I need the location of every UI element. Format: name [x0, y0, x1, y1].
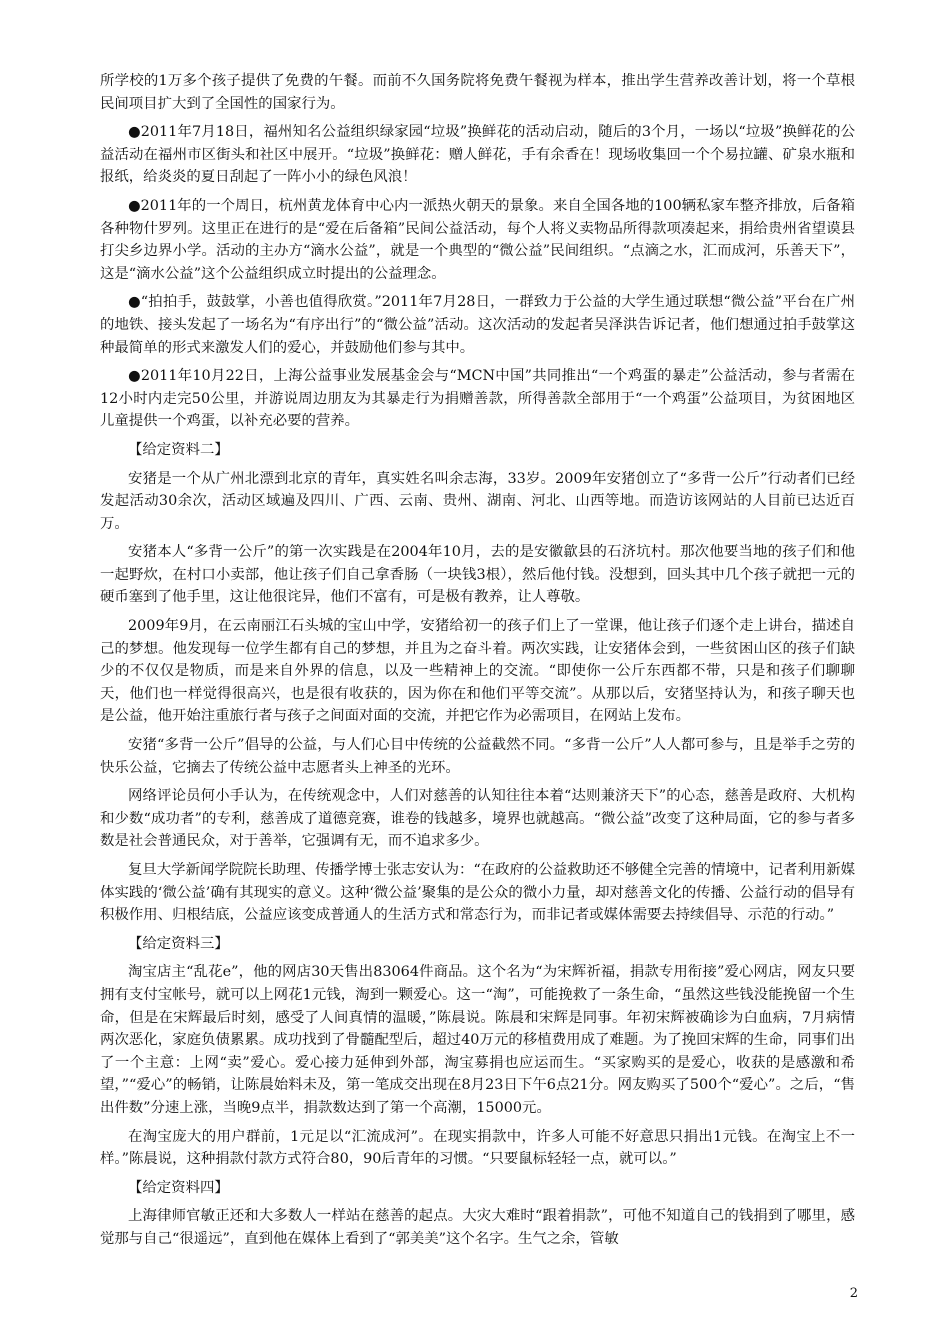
paragraph-zhang-zhian: 复旦大学新闻学院院长助理、传播学博士张志安认为：“在政府的公益救助还不够健全完善的情境中，记者利用新媒体实践的‘微公益’确有其现实的意义。这种‘微公益’聚集的是公众的微小力量，却对慈善文化的传播、公益行动的倡导有积极作用、归根结底，公益应该变成普通人的生活方式和常态行为，而非记者或媒体需要去持续倡导、示范的行动。”	[100, 862, 855, 924]
section-heading-material-3: 【给定资料三】	[128, 935, 229, 952]
paragraph-shanghai-egg: ●2011年10月22日，上海公益事业发展基金会与“MCN中国”共同推出“一个鸡蛋的暴走”公益活动，参与者需在12小时内走完50公里，并游说周边朋友为其暴走行为捐赠善款，所得善款全部用于“一个鸡蛋”公益项目，为贫困地区儿童提供一个鸡蛋，以补充必要的营养。	[100, 368, 855, 430]
page-number: 2	[849, 1286, 858, 1301]
paragraph-taobao-store: 淘宝店主“乱花e”，他的网店30天售出83064件商品。这个名为“为宋辉祈福，捐款专用衔接”爱心网店，网友只要拥有支付宝帐号，就可以上网花1元钱，淘到一颗爱心。这一“淘”，可能挽救了一条生命，“虽然这些钱没能挽留一个生命，但是在宋辉最后时刻，感受了人间真情的温暖，”陈晨说。陈晨和宋辉是同事。年初宋辉被确诊为白血病，7月病情两次恶化，家庭负债累累。成功找到了骨髓配型后，超过40万元的移植费用成了难题。为了挽回宋辉的生命，同事们出了一个主意：上网“卖”爱心。爱心接力延伸到外部，淘宝募捐也应运而生。“买家购买的是爱心，收获的是感激和希望，”“爱心”的畅销，让陈晨始料未及，第一笔成交出现在8月23日下午6点21分。网友购买了500个“爱心”。之后，“售出件数”分速上涨，当晚9点半，捐款数达到了第一个高潮，15000元。	[100, 964, 855, 1116]
paragraph-anzhu-lijiang: 2009年9月，在云南丽江石头城的宝山中学，安猪给初一的孩子们上了一堂课，他让孩子们逐个走上讲台，描述自己的梦想。他发现每一位学生都有自己的梦想，并且为之奋斗着。两次实践，让安猪体会到，一些贫困山区的孩子们缺少的不仅仅是物质，而是来自外界的信息，以及一些精神上的交流。“即使你一公斤东西都不带，只是和孩子们聊聊天，他们也一样觉得很高兴，也是很有收获的，因为你在和他们平等交流”。从那以后，安猪坚持认为，和孩子聊天也是公益，他开始注重旅行者与孩子之间面对面的交流，并把它作为必需项目，在网站上发布。	[100, 618, 855, 725]
paragraph-hangzhou-trunk: ●2011年的一个周日，杭州黄龙体育中心内一派热火朝天的景象。来自全国各地的100辆私家车整齐排放，后备箱各种物什罗列。这里正在进行的是“爱在后备箱”民间公益活动，每个人将义卖物品所得款项凑起来，捐给贵州省望谟县打尖乡边界小学。活动的主办方“滴水公益”，就是一个典型的“微公益”民间组织。“点滴之水，汇而成河，乐善天下”，这是“滴水公益”这个公益组织成立时提出的公益理念。	[100, 197, 855, 282]
document-page	[100, 70, 855, 1257]
paragraph-anzhu-intro: 安猪是一个从广州北漂到北京的青年，真实姓名叫余志海，33岁。2009年安猪创立了“多背一公斤”行动者们已经发起活动30余次，活动区域遍及四川、广西、云南、贵州、湖南、河北、山西等地。而造访该网站的人目前已达近百万。	[100, 470, 855, 532]
paragraph-anzhu-first-practice: 安猪本人“多背一公斤”的第一次实践是在2004年10月，去的是安徽歙县的石济坑村。那次他要当地的孩子们和他一起野炊，在村口小卖部，他让孩子们自己拿香肠（一块钱3根），然后他付钱。没想到，回头其中几个孩子就把一元的硬币塞到了他手里，这让他很诧异，他们不富有，可是极有教养，让人尊敬。	[100, 544, 855, 606]
section-heading-material-4: 【给定资料四】	[128, 1179, 229, 1196]
paragraph-lawyer-guan: 上海律师官敏正还和大多数人一样站在慈善的起点。大灾大难时“跟着捐款”，可他不知道自己的钱捐到了哪里，感觉那与自己“很遥远”，直到他在媒体上看到了“郭美美”这个名字。生气之余，管敏	[100, 1208, 855, 1247]
section-heading-material-2: 【给定资料二】	[128, 441, 229, 458]
paragraph-commentator-he: 网络评论员何小手认为，在传统观念中，人们对慈善的认知往往本着“达则兼济天下”的心态，慈善是政府、大机构和少数“成功者”的专利，慈善成了道德竞赛，谁卷的钱越多，境界也就越高。“微公益”改变了这种局面，它的参与者多数是社会普通民众，对于善举，它强调有无，而不追求多少。	[100, 788, 855, 850]
paragraph-taobao-one-yuan: 在淘宝庞大的用户群前，1元足以“汇流成河”。在现实捐款中，许多人可能不好意思只捐出1元钱。在淘宝上不一样。”陈晨说，这种捐款付款方式符合80，90后青年的习惯。“只要鼠标轻轻一点，就可以。”	[100, 1128, 855, 1168]
paragraph-continuation: 所学校的1万多个孩子提供了免费的午餐。而前不久国务院将免费午餐视为样本，推出学生营养改善计划，将一个草根民间项目扩大到了全国性的国家行为。	[100, 73, 855, 112]
paragraph-guangzhou-clapping: ●“拍拍手，鼓鼓掌，小善也值得欣赏。”2011年7月28日，一群致力于公益的大学生通过联想“微公益”平台在广州的地铁、接头发起了一场名为“有序出行”的“微公益”活动。这次活动的发起者吴泽洪告诉记者，他们想通过拍手鼓掌这种最简单的形式来激发人们的爱心，并鼓励他们参与其中。	[100, 294, 855, 356]
paragraph-anzhu-public-welfare: 安猪“多背一公斤”倡导的公益，与人们心目中传统的公益截然不同。“多背一公斤”人人都可参与，且是举手之劳的快乐公益，它摘去了传统公益中志愿者头上神圣的光环。	[100, 737, 855, 776]
paragraph-fuzhou-flowers: ●2011年7月18日，福州知名公益组织绿家园“垃圾”换鲜花的活动启动，随后的3个月，一场以“垃圾”换鲜花的公益活动在福州市区街头和社区中展开。“垃圾”换鲜花：赠人鲜花，手有余香在！现场收集回一个个易拉罐、矿泉水瓶和报纸，给炎炎的夏日刮起了一阵小小的绿色风浪！	[100, 124, 855, 186]
